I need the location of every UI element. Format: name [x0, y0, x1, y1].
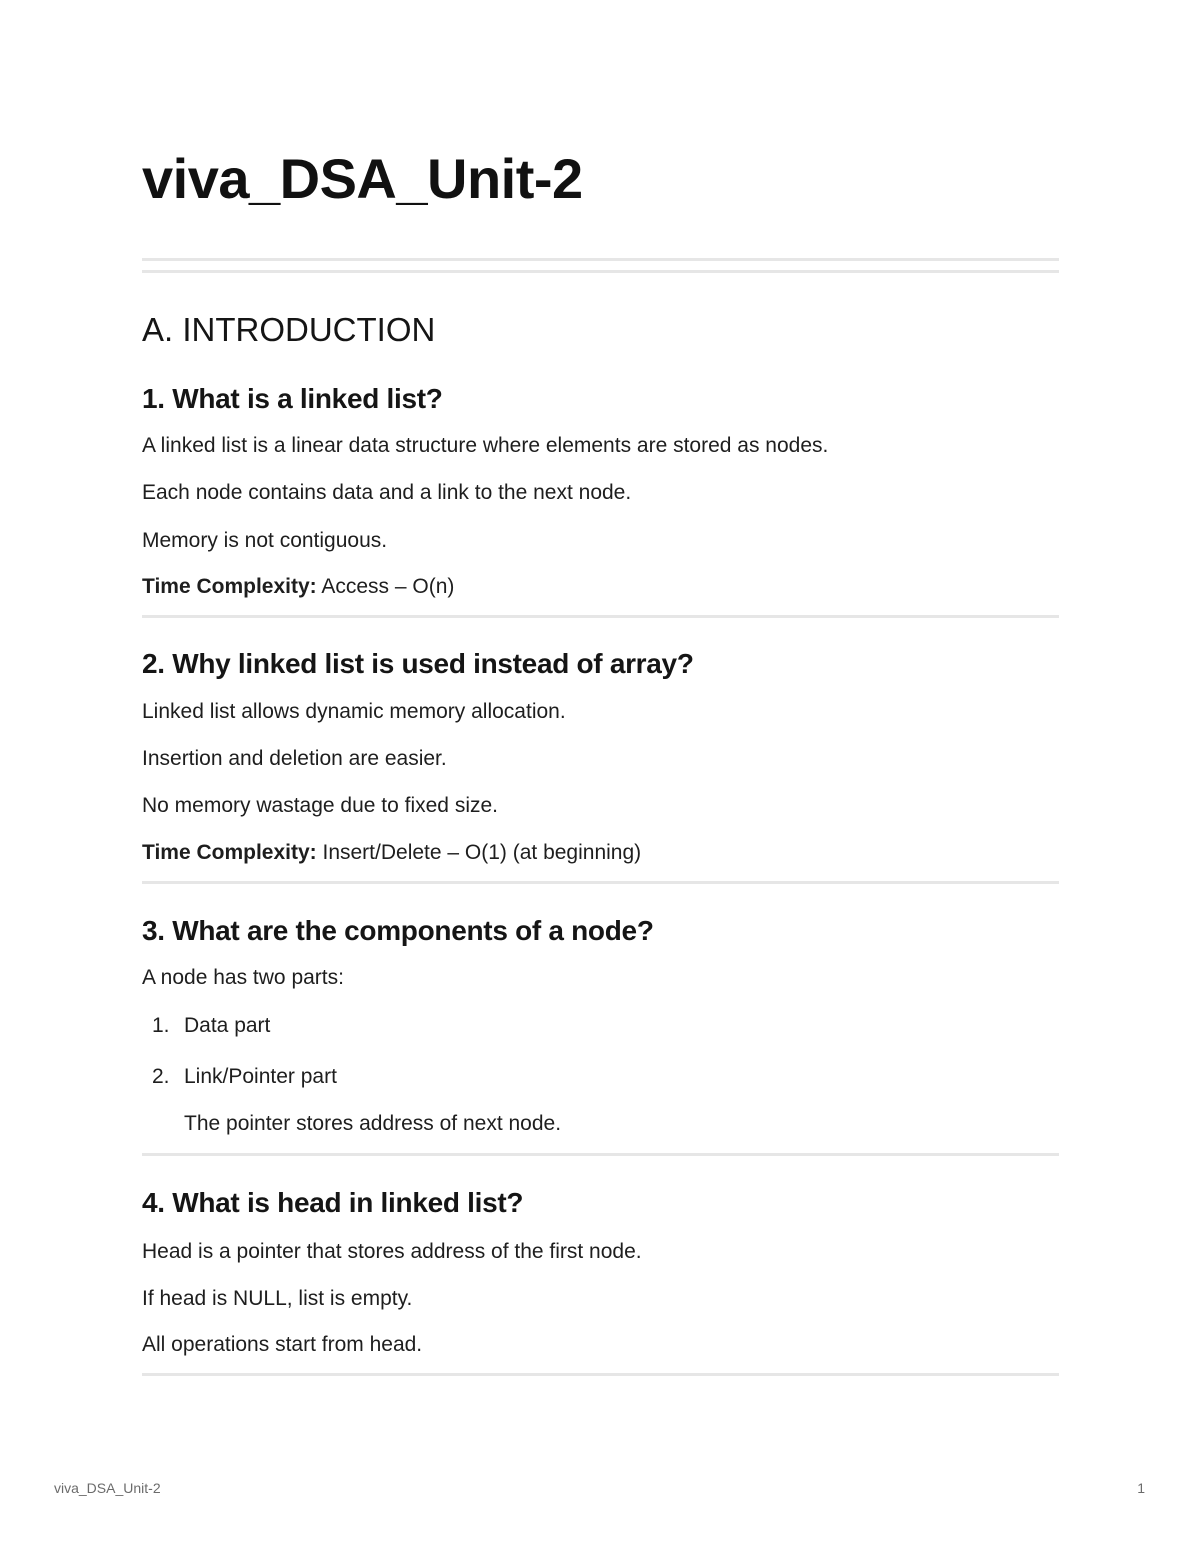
question-1-divider	[142, 615, 1059, 618]
question-1-complexity	[142, 573, 454, 601]
title-divider-bottom	[142, 270, 1059, 273]
question-2-line-3: No memory wastage due to fixed size.	[142, 794, 498, 817]
question-3-intro: A node has two parts:	[142, 966, 344, 989]
question-4-heading: 4. What is head in linked list?	[142, 1187, 524, 1218]
complexity-value: Insert/Delete – O(1) (at beginning)	[316, 841, 642, 864]
question-3-note: The pointer stores address of next node.	[184, 1112, 562, 1135]
question-1-line-2: Each node contains data and a link to the next node.	[142, 481, 632, 504]
complexity-label: Time Complexity:	[142, 575, 317, 598]
question-4-line-1: Head is a pointer that stores address of the first node.	[142, 1240, 642, 1263]
question-4-divider	[142, 1373, 1059, 1376]
complexity-value: Access – O(n)	[316, 575, 455, 598]
question-3-heading: 3. What are the components of a node?	[142, 915, 654, 946]
question-2-heading: 2. Why linked list is used instead of array?	[142, 648, 694, 679]
list-item-text: Link/Pointer part	[184, 1065, 337, 1088]
document-title: viva_DSA_Unit-2	[142, 147, 583, 210]
question-2-line-2: Insertion and deletion are easier.	[142, 747, 447, 770]
question-3-divider	[142, 1153, 1059, 1156]
question-1-line-1: A linked list is a linear data structure where elements are stored as nodes.	[142, 434, 829, 457]
question-3-list-item-2	[142, 1063, 337, 1091]
footer-document-name: viva_DSA_Unit-2	[54, 1480, 161, 1496]
list-number: 2.	[152, 1065, 170, 1088]
question-4-line-3: All operations start from head.	[142, 1333, 423, 1356]
question-1-line-3: Memory is not contiguous.	[142, 529, 388, 552]
question-3-list-item-1	[142, 1012, 270, 1040]
question-2-line-1: Linked list allows dynamic memory allocation.	[142, 700, 566, 723]
question-4-line-2: If head is NULL, list is empty.	[142, 1287, 413, 1310]
section-heading: A. INTRODUCTION	[142, 311, 436, 348]
complexity-label: Time Complexity:	[142, 841, 317, 864]
question-1-heading: 1. What is a linked list?	[142, 383, 443, 414]
title-divider-top	[142, 258, 1059, 261]
list-number: 1.	[152, 1014, 170, 1037]
list-item-text: Data part	[184, 1014, 271, 1037]
question-2-divider	[142, 881, 1059, 884]
footer-page-number: 1	[1137, 1480, 1145, 1496]
question-2-complexity	[142, 839, 641, 867]
